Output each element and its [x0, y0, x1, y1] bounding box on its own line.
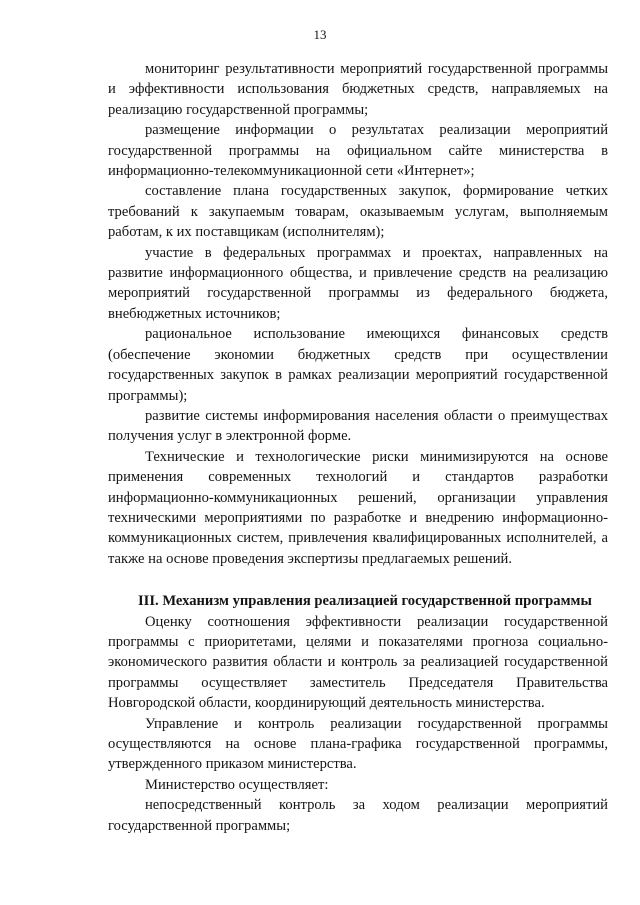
- paragraph-technical-risks: Технические и технологические риски минимизируются на основе применения современных технологий и стандартов разработки информационно-коммуникационных решений, организации управления техническими мероприятиями по разработке и внедрению информационно-коммуникационных систем, привлечения квалифицированных исполнителей, а также на основе проведения экспертизы предлагаемых решений.: [108, 448, 608, 567]
- section-heading: III. Механизм управления реализацией государственной программы: [138, 593, 592, 610]
- paragraph-management-control: Управление и контроль реализации государственной программы осуществляются на основе плана-графика государственной программы, утвержденного приказом министерства.: [108, 715, 608, 773]
- paragraph-ministry-performs: Министерство осуществляет:: [145, 776, 329, 793]
- paragraph-rational-use: рациональное использование имеющихся финансовых средств (обеспечение экономии бюджетных средств при осуществлении государственных закупок в рамках реализации мероприятий государственной программы);: [108, 326, 608, 404]
- paragraph-procurement-plan: составление плана государственных закупок, формирование четких требований к закупаемым товарам, оказываемым услугам, выполняемым работам, к их поставщикам (исполнителям);: [108, 183, 608, 241]
- paragraph-monitoring: мониторинг результативности мероприятий государственной программы и эффективности использования бюджетных средств, направляемых на реализацию государственной программы;: [108, 61, 608, 118]
- paragraph-info-placement: размещение информации о результатах реализации мероприятий государственной программы на официальном сайте министерства в информационно-телекоммуникационной сети «Интернет»;: [108, 122, 608, 180]
- paragraph-informing: развитие системы информирования населения области о преимуществах получения услуг в электронной форме.: [108, 407, 608, 445]
- page-number: 13: [313, 27, 327, 42]
- paragraph-evaluation: Оценку соотношения эффективности реализации государственной программы с приоритетами, целями и показателями прогноза социально-экономического развития области и контроль за реализацией государственной программы осуществляет заместитель Председателя Правительства Новгородской области, координирующий деятельность министерства.: [108, 613, 608, 712]
- paragraph-federal-programs: участие в федеральных программах и проектах, направленных на развитие информационного общества, и привлечение средств на реализацию мероприятий государственной программы из федерального бюджета, внебюджетных источников;: [108, 244, 608, 322]
- document-body: [108, 59, 608, 836]
- paragraph-direct-control: непосредственный контроль за ходом реализации мероприятий государственной программы;: [108, 797, 608, 834]
